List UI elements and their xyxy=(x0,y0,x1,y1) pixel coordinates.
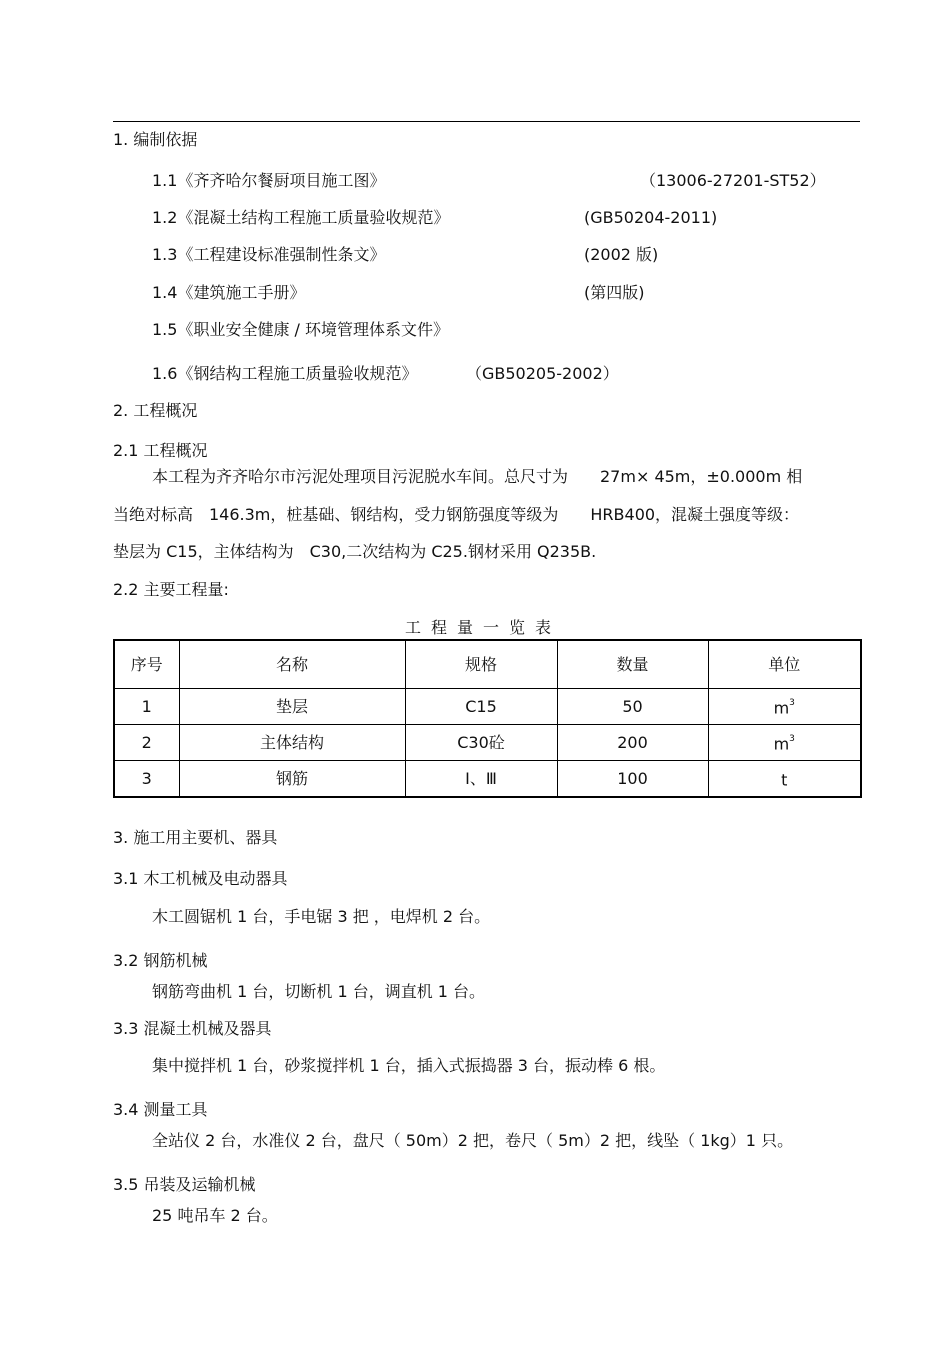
section-3-4-text: 全站仪 2 台，水准仪 2 台，盘尺（ 50m）2 把，卷尺（ 5m）2 把，线坠（ 1kg）1 只。 xyxy=(152,1131,794,1150)
section-3-2-text: 钢筋弯曲机 1 台，切断机 1 台，调直机 1 台。 xyxy=(152,982,486,1001)
section-3-5-title: 3.5 吊装及运输机械 xyxy=(113,1175,256,1194)
row-unit xyxy=(708,761,861,798)
section-2-title: 2. 工程概况 xyxy=(113,401,198,420)
quantity-table xyxy=(113,639,862,798)
section-2-1-title: 2.1 工程概况 xyxy=(113,441,208,460)
row-no: 1 xyxy=(114,689,179,725)
overview-line-3: 垫层为 C15，主体结构为 C30,二次结构为 C25.钢材采用 Q235B. xyxy=(113,542,597,561)
row-qty: 50 xyxy=(557,689,708,725)
row-spec: Ⅰ、Ⅲ xyxy=(405,761,557,798)
section-1-title: 1. 编制依据 xyxy=(113,130,198,149)
table-header-row xyxy=(114,640,861,689)
ref-code-1-1: （13006-27201-ST52） xyxy=(640,171,826,190)
unit-superscript: 3 xyxy=(789,697,795,708)
table-header-unit: 单位 xyxy=(708,640,861,689)
row-spec: C15 xyxy=(405,689,557,725)
table-header-spec: 规格 xyxy=(405,640,557,689)
ref-item-1-2: 1.2《混凝土结构工程施工质量验收规范》 xyxy=(152,208,450,227)
ref-code-1-2: (GB50204-2011) xyxy=(584,208,718,227)
table-row xyxy=(114,725,861,761)
table-row xyxy=(114,689,861,725)
ref-code-1-6: （GB50205-2002） xyxy=(466,364,619,383)
section-2-2-title: 2.2 主要工程量: xyxy=(113,580,229,599)
unit-text: m xyxy=(773,734,790,754)
ref-item-1-5: 1.5《职业安全健康 / 环境管理体系文件》 xyxy=(152,320,450,339)
section-3-title: 3. 施工用主要机、器具 xyxy=(113,828,278,847)
section-3-4-title: 3.4 测量工具 xyxy=(113,1100,208,1119)
row-qty: 100 xyxy=(557,761,708,798)
section-3-1-text: 木工圆锯机 1 台，手电锯 3 把 ，电焊机 2 台。 xyxy=(152,907,491,926)
row-no: 3 xyxy=(114,761,179,798)
row-unit xyxy=(708,725,861,761)
table-header-no: 序号 xyxy=(114,640,179,689)
ref-item-1-6: 1.6《钢结构工程施工质量验收规范》 xyxy=(152,364,418,383)
row-unit xyxy=(708,689,861,725)
header-rule xyxy=(113,121,860,122)
table-row xyxy=(114,761,861,798)
table-title: 工程量一览表 xyxy=(405,618,562,637)
section-3-5-text: 25 吨吊车 2 台。 xyxy=(152,1206,278,1225)
ref-item-1-4: 1.4《建筑施工手册》 xyxy=(152,283,306,302)
table-header-qty: 数量 xyxy=(557,640,708,689)
unit-text: t xyxy=(781,770,788,790)
table-header-name: 名称 xyxy=(179,640,405,689)
row-qty: 200 xyxy=(557,725,708,761)
ref-item-1-1: 1.1《齐齐哈尔餐厨项目施工图》 xyxy=(152,171,386,190)
ref-item-1-3: 1.3《工程建设标准强制性条文》 xyxy=(152,245,386,264)
section-3-3-title: 3.3 混凝土机械及器具 xyxy=(113,1019,272,1038)
row-spec: C30砼 xyxy=(405,725,557,761)
unit-text: m xyxy=(773,698,790,718)
row-name: 垫层 xyxy=(179,689,405,725)
row-name: 钢筋 xyxy=(179,761,405,798)
section-3-1-title: 3.1 木工机械及电动器具 xyxy=(113,869,288,888)
overview-line-1: 本工程为齐齐哈尔市污泥处理项目污泥脱水车间。总尺寸为 27m× 45m，±0.000m 相 xyxy=(152,467,803,486)
row-no: 2 xyxy=(114,725,179,761)
row-name: 主体结构 xyxy=(179,725,405,761)
section-3-2-title: 3.2 钢筋机械 xyxy=(113,951,208,970)
overview-line-2: 当绝对标高 146.3m，桩基础、钢结构，受力钢筋强度等级为 HRB400，混凝土强度等级： xyxy=(113,505,800,524)
unit-superscript: 3 xyxy=(789,733,795,744)
ref-code-1-3: (2002 版) xyxy=(584,245,659,264)
ref-code-1-4: (第四版) xyxy=(584,283,645,302)
section-3-3-text: 集中搅拌机 1 台，砂浆搅拌机 1 台，插入式振捣器 3 台，振动棒 6 根。 xyxy=(152,1056,666,1075)
